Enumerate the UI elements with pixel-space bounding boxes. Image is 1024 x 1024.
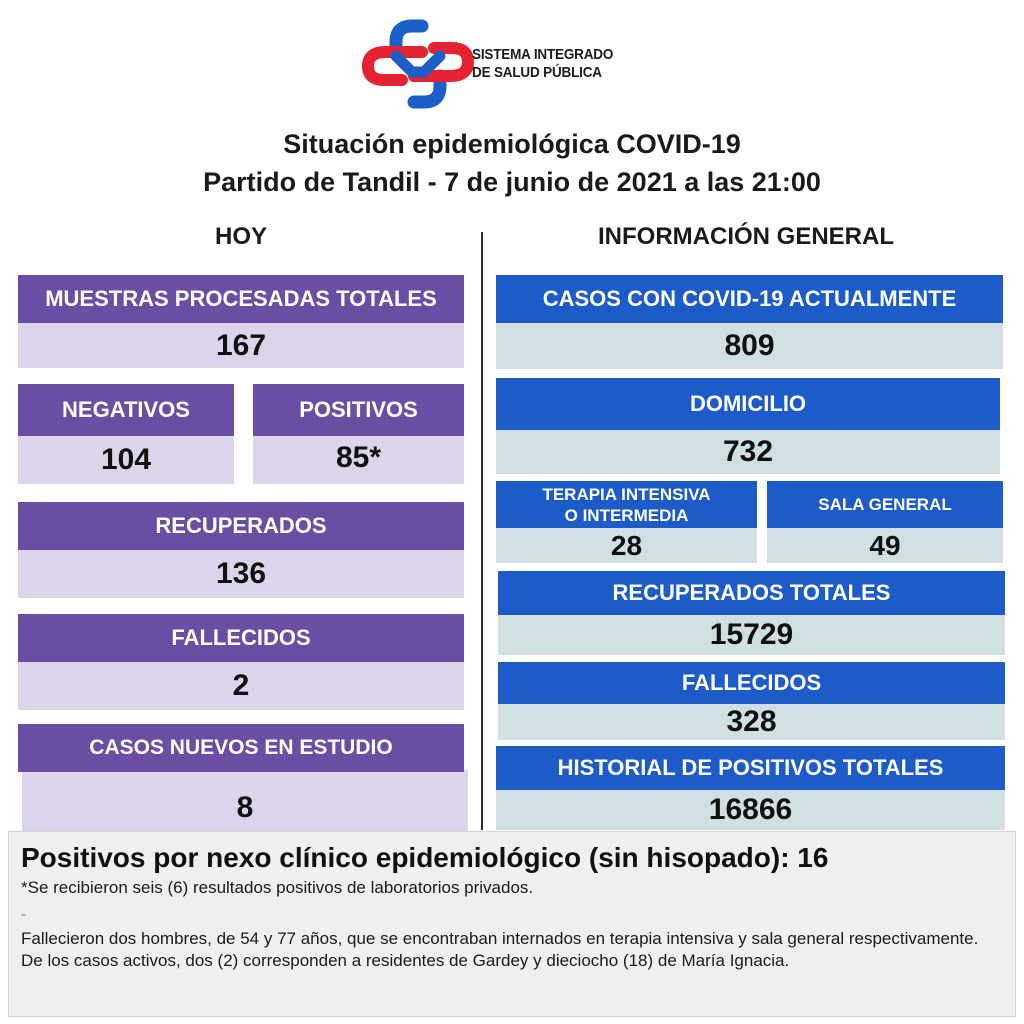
recuperados-value: 136 [18, 550, 464, 598]
fallecidos-hoy-label: FALLECIDOS [18, 614, 464, 662]
domicilio-label: DOMICILIO [496, 378, 1000, 430]
terapia-label-line1: TERAPIA INTENSIVA [542, 484, 711, 504]
page-title: Situación epidemiológica COVID-19 [283, 129, 741, 159]
hoy-heading: HOY [214, 223, 267, 250]
org-name-line1: SISTEMA INTEGRADO [472, 46, 614, 63]
terapia-label-line2: O INTERMEDIA [564, 505, 689, 525]
historial-label: HISTORIAL DE POSITIVOS TOTALES [496, 746, 1005, 790]
fallecidos-totales-label: FALLECIDOS [498, 662, 1005, 704]
note-casos-activos: De los casos activos, dos (2) corresponden a residentes de Gardey y dieciocho (18) de María Ignacia. [21, 951, 790, 970]
positivos-value: 85* [253, 436, 464, 484]
footer-notes [8, 831, 1016, 1017]
footer-details [21, 928, 1006, 972]
note-fallecidos: Fallecieron dos hombres, de 54 y 77 años, que se encontraban internados en terapia intensiva y sala general respectivamente. [21, 929, 979, 948]
casos-nuevos-value: 8 [22, 770, 468, 832]
sisp-logo [362, 16, 474, 112]
column-divider [481, 232, 483, 830]
muestras-label: MUESTRAS PROCESADAS TOTALES [18, 275, 464, 323]
stray-mark [21, 914, 26, 916]
terapia-value: 28 [496, 528, 757, 563]
org-name-line2: DE SALUD PÚBLICA [472, 64, 602, 81]
nexo-clinico-headline: Positivos por nexo clínico epidemiológico (sin hisopado): 16 [21, 842, 829, 873]
casos-actuales-label: CASOS CON COVID-19 ACTUALMENTE [496, 275, 1003, 323]
org-name [472, 46, 613, 82]
historial-value: 16866 [496, 790, 1005, 830]
casos-actuales-value: 809 [496, 323, 1003, 369]
positivos-label: POSITIVOS [253, 384, 464, 436]
footnote-laboratorios: *Se recibieron seis (6) resultados positivos de laboratorios privados. [21, 878, 534, 897]
general-heading: INFORMACIÓN GENERAL [598, 223, 894, 250]
page-subtitle: Partido de Tandil - 7 de junio de 2021 a las 21:00 [203, 167, 821, 197]
muestras-value: 167 [18, 323, 464, 368]
fallecidos-totales-value: 328 [498, 704, 1005, 740]
recuperados-label: RECUPERADOS [18, 502, 464, 550]
negativos-value: 104 [18, 436, 234, 484]
fallecidos-hoy-value: 2 [18, 662, 464, 710]
recuperados-totales-value: 15729 [498, 615, 1005, 655]
negativos-label: NEGATIVOS [18, 384, 234, 436]
sala-general-label: SALA GENERAL [767, 481, 1003, 528]
terapia-label [496, 481, 757, 528]
domicilio-value: 732 [496, 430, 1000, 474]
casos-nuevos-label: CASOS NUEVOS EN ESTUDIO [18, 724, 464, 772]
sala-general-value: 49 [767, 528, 1003, 563]
recuperados-totales-label: RECUPERADOS TOTALES [498, 571, 1005, 615]
